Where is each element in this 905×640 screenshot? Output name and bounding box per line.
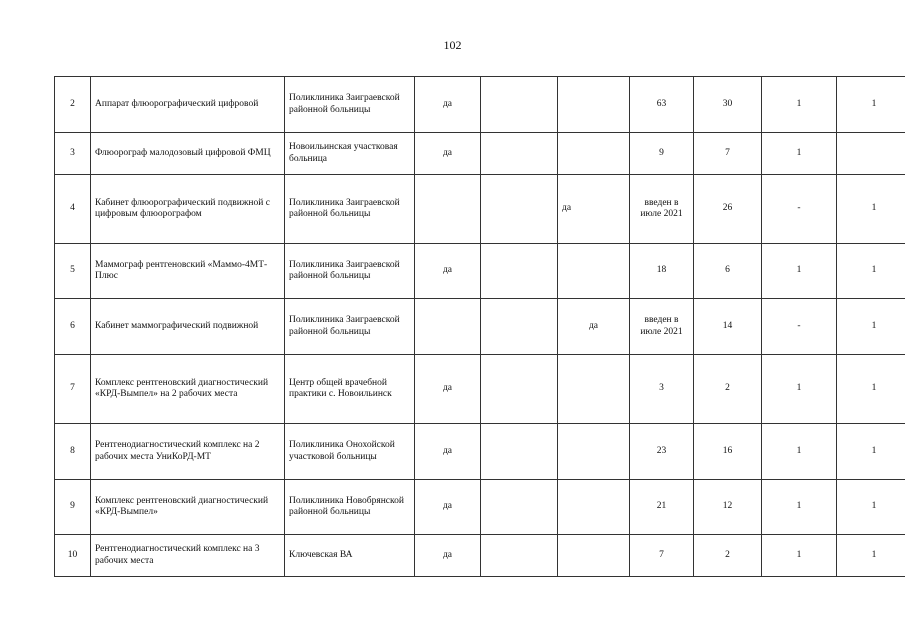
flag-cell <box>558 424 630 480</box>
value-cell: введен в июле 2021 <box>630 175 694 244</box>
flag-cell: да <box>415 355 481 424</box>
value-cell: 1 <box>837 244 905 299</box>
equipment-name: Рентгенодиагностический комплекс на 3 рабочих места <box>91 535 285 577</box>
equipment-name: Флюорограф малодозовый цифровой ФМЦ <box>91 133 285 175</box>
row-number: 9 <box>55 480 91 535</box>
table-row <box>55 299 905 355</box>
flag-cell: да <box>415 535 481 577</box>
value-cell: 6 <box>694 244 762 299</box>
organization-name: Ключевская ВА <box>285 535 415 577</box>
organization-name: Новоильинская участковая больница <box>285 133 415 175</box>
flag-cell <box>558 535 630 577</box>
row-number: 6 <box>55 299 91 355</box>
value-cell: 1 <box>762 535 837 577</box>
value-cell: 1 <box>762 355 837 424</box>
flag-cell <box>558 480 630 535</box>
value-cell: 30 <box>694 77 762 133</box>
page-number: 102 <box>443 38 462 52</box>
equipment-name: Комплекс рентгеновский диагностический «КРД-Вымпел» на 2 рабочих места <box>91 355 285 424</box>
value-cell: 12 <box>694 480 762 535</box>
flag-cell: да <box>415 77 481 133</box>
value-cell: 18 <box>630 244 694 299</box>
table-row <box>55 424 905 480</box>
value-cell: 23 <box>630 424 694 480</box>
value-cell: 1 <box>837 535 905 577</box>
row-number: 5 <box>55 244 91 299</box>
value-cell: 1 <box>762 133 837 175</box>
flag-cell: да <box>415 424 481 480</box>
equipment-name: Аппарат флюорографический цифровой <box>91 77 285 133</box>
flag-cell <box>481 77 558 133</box>
flag-cell: да <box>415 133 481 175</box>
value-cell: 2 <box>694 535 762 577</box>
table-row <box>55 355 905 424</box>
flag-cell <box>481 535 558 577</box>
flag-cell <box>558 133 630 175</box>
value-cell: 3 <box>630 355 694 424</box>
table-row <box>55 244 905 299</box>
value-cell: 1 <box>762 77 837 133</box>
value-cell: 1 <box>837 175 905 244</box>
value-cell: 14 <box>694 299 762 355</box>
table-row <box>55 480 905 535</box>
flag-cell <box>481 299 558 355</box>
value-cell: 1 <box>762 244 837 299</box>
value-cell: 63 <box>630 77 694 133</box>
row-number: 2 <box>55 77 91 133</box>
flag-cell <box>481 175 558 244</box>
value-cell: 1 <box>837 424 905 480</box>
flag-cell <box>558 355 630 424</box>
organization-name: Поликлиника Новобрянской районной больницы <box>285 480 415 535</box>
table-row <box>55 175 905 244</box>
row-number: 10 <box>55 535 91 577</box>
value-cell <box>837 133 905 175</box>
equipment-name: Рентгенодиагностический комплекс на 2 рабочих места УниКоРД-МТ <box>91 424 285 480</box>
flag-cell: да <box>415 244 481 299</box>
equipment-table <box>54 76 905 577</box>
flag-cell <box>415 175 481 244</box>
flag-cell: да <box>558 299 630 355</box>
value-cell: введен в июле 2021 <box>630 299 694 355</box>
value-cell: 1 <box>762 480 837 535</box>
value-cell: 7 <box>630 535 694 577</box>
organization-name: Центр общей врачебной практики с. Новоильинск <box>285 355 415 424</box>
row-number: 3 <box>55 133 91 175</box>
flag-cell <box>415 299 481 355</box>
value-cell: 1 <box>762 424 837 480</box>
value-cell: 1 <box>837 480 905 535</box>
value-cell: 1 <box>837 299 905 355</box>
value-cell: 16 <box>694 424 762 480</box>
organization-name: Поликлиника Заиграевской районной больницы <box>285 77 415 133</box>
value-cell: - <box>762 299 837 355</box>
equipment-name: Комплекс рентгеновский диагностический «КРД-Вымпел» <box>91 480 285 535</box>
equipment-name: Кабинет флюорографический подвижной с цифровым флюорографом <box>91 175 285 244</box>
value-cell: 2 <box>694 355 762 424</box>
flag-cell <box>481 424 558 480</box>
value-cell: 26 <box>694 175 762 244</box>
flag-cell: да <box>558 175 630 244</box>
flag-cell <box>558 77 630 133</box>
equipment-name: Кабинет маммографический подвижной <box>91 299 285 355</box>
value-cell: 9 <box>630 133 694 175</box>
value-cell: 1 <box>837 77 905 133</box>
table-row <box>55 77 905 133</box>
value-cell: - <box>762 175 837 244</box>
organization-name: Поликлиника Онохойской участковой больницы <box>285 424 415 480</box>
flag-cell <box>481 244 558 299</box>
value-cell: 7 <box>694 133 762 175</box>
value-cell: 21 <box>630 480 694 535</box>
flag-cell: да <box>415 480 481 535</box>
flag-cell <box>481 133 558 175</box>
value-cell: 1 <box>837 355 905 424</box>
row-number: 7 <box>55 355 91 424</box>
organization-name: Поликлиника Заиграевской районной больницы <box>285 299 415 355</box>
flag-cell <box>481 480 558 535</box>
flag-cell <box>558 244 630 299</box>
organization-name: Поликлиника Заиграевской районной больницы <box>285 175 415 244</box>
organization-name: Поликлиника Заиграевской районной больницы <box>285 244 415 299</box>
table-row <box>55 535 905 577</box>
table-row <box>55 133 905 175</box>
row-number: 4 <box>55 175 91 244</box>
equipment-name: Маммограф рентгеновский «Маммо-4МТ-Плюс <box>91 244 285 299</box>
flag-cell <box>481 355 558 424</box>
row-number: 8 <box>55 424 91 480</box>
